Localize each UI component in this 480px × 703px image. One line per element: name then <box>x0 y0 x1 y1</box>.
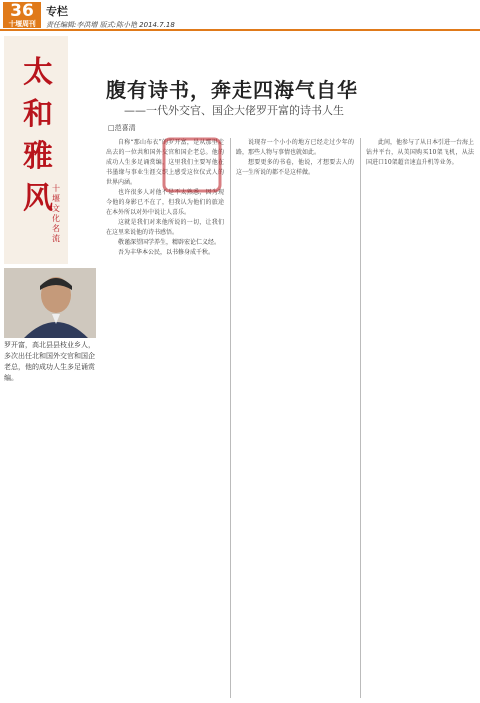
article-byline: □范喜清 <box>108 124 136 132</box>
article-column-2 <box>236 138 354 698</box>
paragraph: 想要更多的书卷，他说，才想要去人的这一生所说的都不是这样做。 <box>236 159 354 176</box>
column-banner <box>4 36 68 264</box>
paragraph: 也许很多人对他不是不太熟悉，因为现今他的身影已不在了，但我认为他们的旅途在本外所以对外中说让人喜乐。 <box>106 189 224 216</box>
portrait-illustration <box>4 268 96 338</box>
page-number: 36 <box>10 1 34 21</box>
seal-stamp-icon <box>160 135 224 195</box>
article-column-3 <box>366 138 474 698</box>
photo-caption: 罗开富，高北县县枝业乡人，多次出任北和国外交官和国企老总，他的成功人生多足诵赏编。 <box>4 341 95 382</box>
page-number-box <box>3 2 41 28</box>
column-divider <box>360 138 361 698</box>
header-rule <box>0 29 480 31</box>
article-title: 腹有诗书，奔走四海气自华 <box>106 78 358 102</box>
banner-title: 太 和 雅 风 <box>23 55 53 216</box>
page-header <box>46 3 175 30</box>
paragraph: 此间，他参与了从日本引进一台海上钻井平台，从美国购买10架飞机，从法国进口10架超音速直升机等业务。 <box>366 139 474 166</box>
article-subtitle: ——一代外交官、国企大佬罗开富的诗书人生 <box>124 104 344 117</box>
paragraph: 这就是我们对来他所说的一切，让我们在这里来说他的诗书感悟。 <box>106 219 224 236</box>
magazine-name: 十堰周刊 <box>8 20 36 28</box>
banner-subtitle: 十堰文化名流 <box>52 184 60 243</box>
article-column-1 <box>106 138 224 698</box>
column-divider <box>230 138 231 698</box>
column-label: 专栏 <box>46 5 68 18</box>
header-meta: 责任编辑:李洪增 版式:陈小艳 2014.7.18 <box>46 21 175 29</box>
poem-line: 吾为丰华本公民，以书修身成千秋。 <box>118 249 215 256</box>
paragraph: 自称“那山布衣”的罗开富，是从那里走出去的一位共和国外交官和国企老总。他的成功人生多足诵赏编，这里我们主要写他在书墨缘与事业生涯交织上感受这位仪式人的世界内涵。 <box>106 139 224 186</box>
paragraph: 说现存一个小小的地方已经走过少年的路，那些人物与事情也就如此。 <box>236 139 354 156</box>
poem-line: 敬谨深望国学养生，精辟宏论仁义经。 <box>118 239 221 246</box>
portrait-photo <box>4 268 96 338</box>
